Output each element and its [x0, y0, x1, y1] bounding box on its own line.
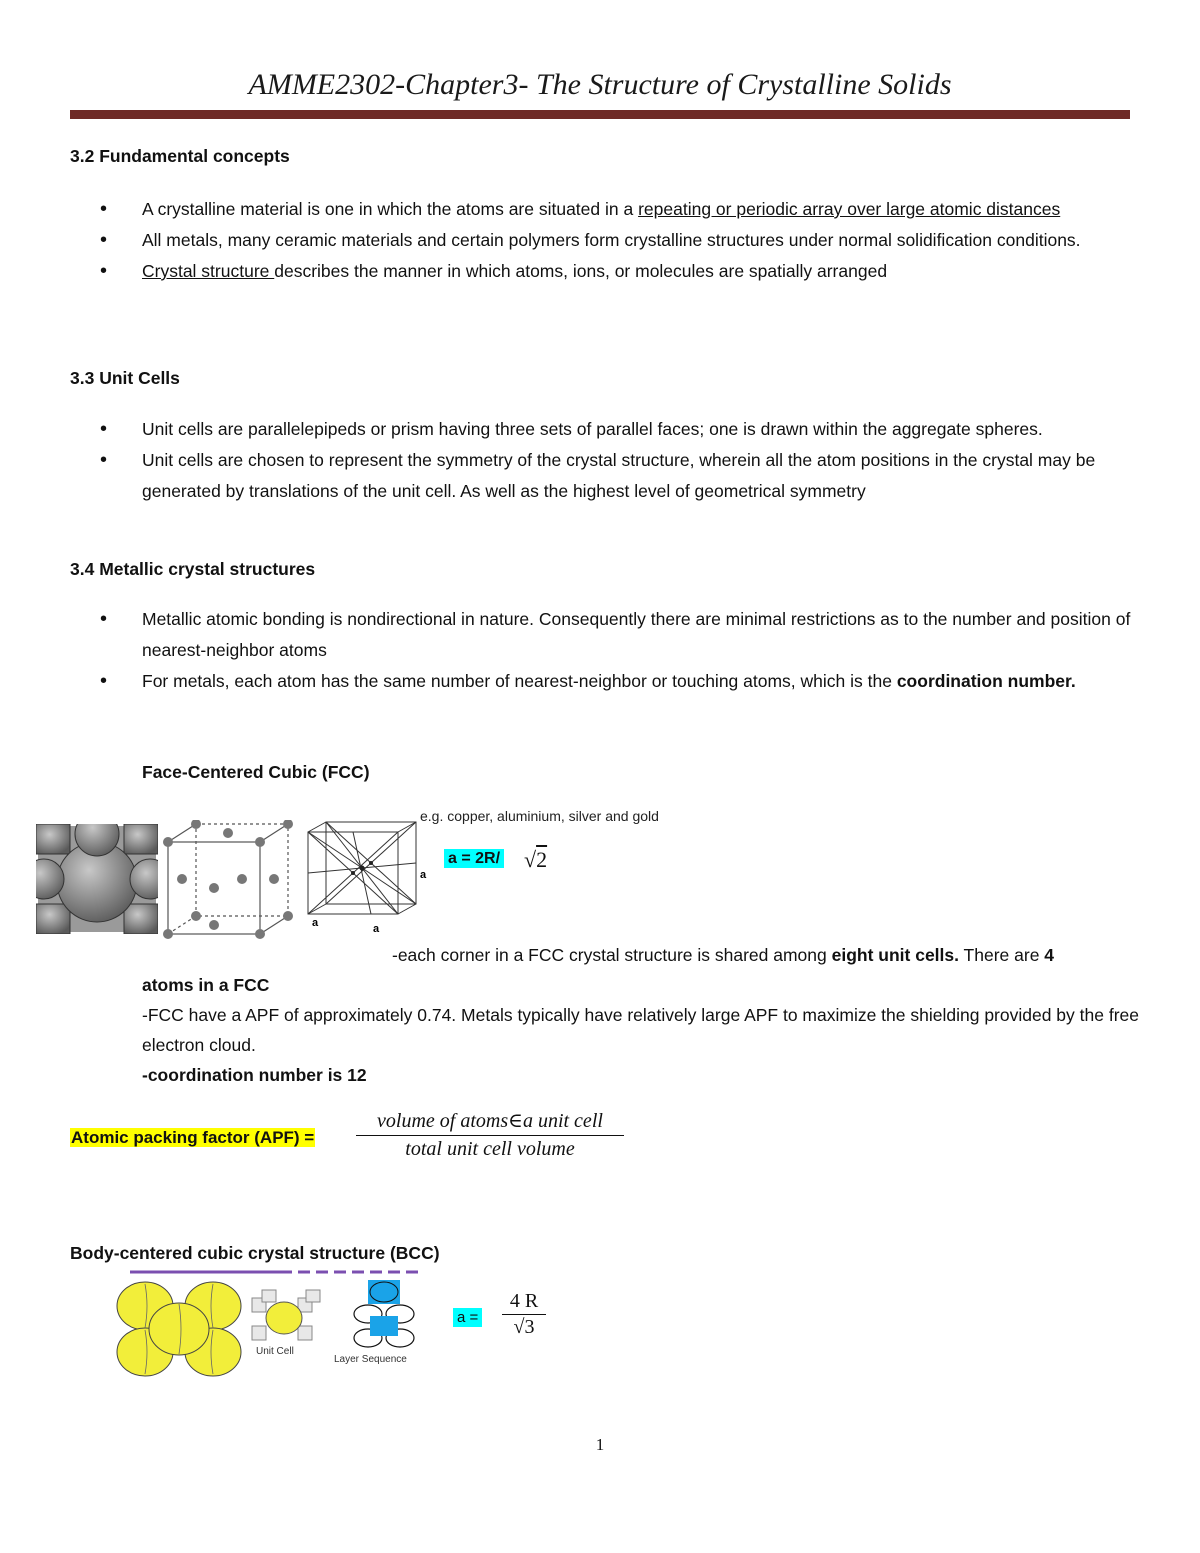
apf-label: Atomic packing factor (APF) = [71, 1128, 315, 1147]
layer-sequence-label: Layer Sequence [334, 1354, 407, 1365]
bcc-fraction [502, 1290, 546, 1339]
fcc-desc-line1: -each corner in a FCC crystal structure is shared among eight unit cells. There are 4 [392, 945, 1055, 965]
list-item: • Unit cells are chosen to represent the symmetry of the crystal structure, wherein all the atom positions in the crystal may be generated by translations of the unit cell. As well as the highest level of geometrical symmetry [100, 445, 1140, 507]
bcc-heading: Body-centered cubic crystal structure (BCC) [70, 1243, 440, 1263]
bcc-sphere-packing-figure [115, 1280, 247, 1378]
list-item: • Crystal structure describes the manner in which atoms, ions, or molecules are spatially arranged [100, 256, 1140, 287]
apf-label-wrap [70, 1128, 315, 1148]
bcc-formula-label-wrap [453, 1309, 482, 1326]
section-3-2-list [100, 194, 1140, 287]
bullet-icon: • [100, 449, 108, 471]
apf-fraction [356, 1108, 624, 1161]
bcc-unit-cell-figure [248, 1288, 324, 1360]
fcc-formula-label: a = 2R/ [444, 849, 504, 868]
underlined-text: Crystal structure [142, 261, 275, 281]
fcc-formula-root: √2 [524, 847, 548, 872]
bullet-icon: • [100, 670, 108, 692]
header-rule [70, 110, 1130, 119]
fcc-examples: e.g. copper, aluminium, silver and gold [420, 808, 659, 824]
bullet-icon: • [100, 229, 108, 251]
apf-denominator: total unit cell volume [405, 1138, 575, 1160]
list-item: • Metallic atomic bonding is nondirectional in nature. Consequently there are minimal restrictions as to the number and position of nearest-neighbor atoms [100, 604, 1140, 666]
bcc-numerator: 4 R [509, 1290, 539, 1312]
list-item: • For metals, each atom has the same number of nearest-neighbor or touching atoms, which is the coordination number. [100, 666, 1140, 697]
bcc-layer-sequence-figure [330, 1276, 440, 1368]
list-item: • Unit cells are parallelepipeds or prism having three sets of parallel faces; one is drawn within the aggregate spheres. [100, 414, 1140, 445]
axis-label: a [373, 923, 380, 935]
apf-numerator: volume of atoms∈a unit cell [377, 1110, 603, 1132]
fcc-unit-cell-figure [160, 820, 300, 940]
bcc-formula-label: a = [453, 1308, 482, 1327]
bullet-icon: • [100, 418, 108, 440]
fcc-sphere-packing-figure [36, 824, 158, 934]
unit-cell-label: Unit Cell [256, 1346, 294, 1357]
fcc-lattice-wireframe-figure [300, 818, 435, 936]
axis-label: a [312, 917, 319, 929]
underlined-text: repeating or periodic array over large atomic distances [638, 199, 1061, 219]
bullet-icon: • [100, 198, 108, 220]
bullet-icon: • [100, 608, 108, 630]
page-title: AMME2302-Chapter3- The Structure of Crystalline Solids [248, 68, 952, 101]
axis-label: a [420, 869, 427, 881]
section-3-2-heading: 3.2 Fundamental concepts [70, 146, 290, 166]
fcc-desc-block: atoms in a FCC -FCC have a APF of approximately 0.74. Metals typically have relatively large APF to maximize the shielding provided by the free electron cloud. -coordination number is 12 [142, 975, 1139, 1085]
fcc-heading: Face-Centered Cubic (FCC) [142, 762, 370, 782]
fcc-formula [444, 850, 504, 868]
fraction-bar [502, 1314, 546, 1315]
section-3-3-heading: 3.3 Unit Cells [70, 368, 180, 388]
section-3-3-list [100, 414, 1140, 507]
page-number: 1 [595, 1435, 605, 1454]
bcc-heading-underline [130, 1269, 420, 1275]
list-item: • All metals, many ceramic materials and certain polymers form crystalline structures under normal solidification conditions. [100, 225, 1140, 256]
bullet-icon: • [100, 260, 108, 282]
section-3-4-list [100, 604, 1140, 697]
bcc-denominator: √3 [513, 1316, 535, 1338]
fraction-bar [356, 1135, 624, 1136]
list-item: • A crystalline material is one in which the atoms are situated in a repeating or periodic array over large atomic distances [100, 194, 1140, 225]
section-3-4-heading: 3.4 Metallic crystal structures [70, 559, 316, 579]
